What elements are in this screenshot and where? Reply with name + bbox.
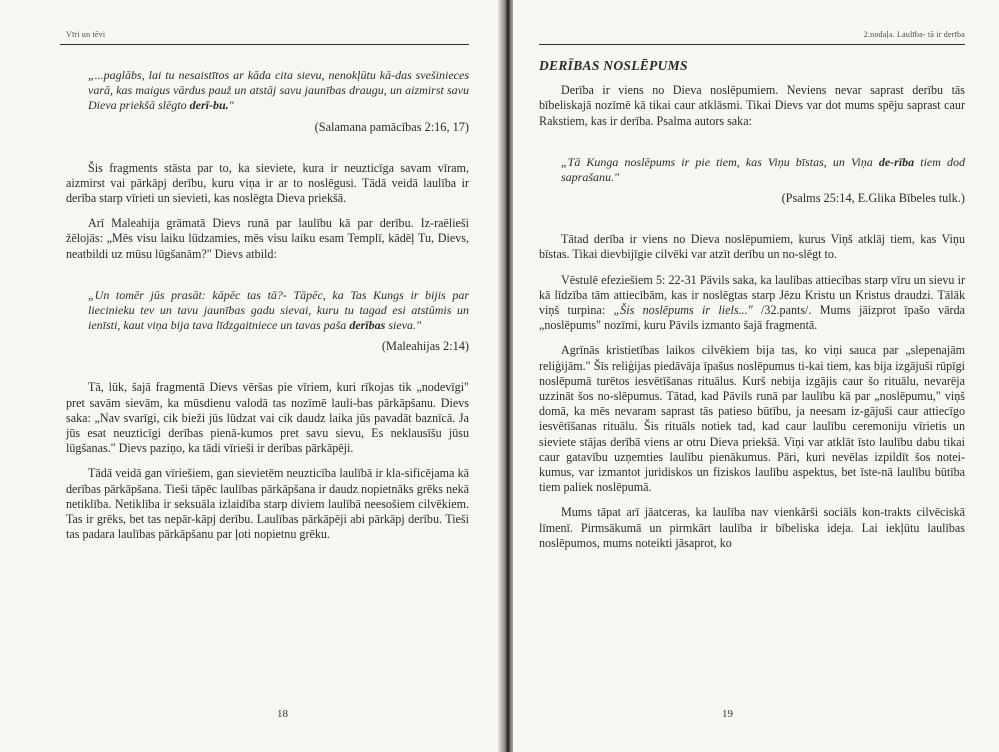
running-header: Vīri un tēvi <box>66 30 106 39</box>
quote-end: tiem dod saprašanu." <box>561 154 965 185</box>
section-title: DERĪBAS NOSLĒPUMS <box>539 58 688 73</box>
header-rule <box>539 44 965 45</box>
paragraph: Tādā veidā gan vīriešiem, gan sievietēm neuzticība laulībā ir kla-sificējama kā derības pārkāpšana. Tieši tāpēc laulības pārkāpšana ir daudz nopietnāks grēks nekā netiklība. Netiklība ir seksuāla izlaidība starp diviem laulībā neesošiem cilvēkiem. Tas ir grēks, bet tas nepār-kāpj derību. Laulības pārkāpēji abi pārkāpj derību. Tieši tas padara laulības pārkāpšanu par ļoti nopietnu grēku. <box>66 466 469 542</box>
left-content <box>66 60 469 542</box>
paragraph: Tātad derība ir viens no Dieva noslēpumiem, kurus Viņš atklāj tiem, kas Viņu bīstas. Tikai dievbijīgie cilvēki var atzīt derību un no-slēgt to. <box>539 232 965 262</box>
quote-bold-word: de-rība <box>878 154 915 169</box>
quote-bold-word: derī-bu. <box>189 98 229 113</box>
citation-proverbs: (Salamana pamācības 2:16, 17) <box>314 119 469 134</box>
quote-psalms <box>539 155 965 185</box>
right-content <box>539 58 965 551</box>
page-number: 19 <box>722 708 733 720</box>
quote-text: „...paglābs, lai tu nesaistītos ar kāda cita sievu, nenokļūtu kā-das svešinieces varā, kas maigus vārdus pauž un atstāj savu jaunības draugu, un aizmirst savu Dieva priekšā slēgto <box>88 68 469 113</box>
paragraph: Mums tāpat arī jāatceras, ka laulība nav vienkārši sociāls kon-trakts cilvēciskā līmenī. Pirmsākumā un pirmkārt laulība ir bībeliska ideja. Lai iekļūtu laulības noslēpumos, mums noteikti jāsaprot, ko <box>539 505 965 550</box>
quote-malachi <box>66 288 469 334</box>
paragraph <box>539 273 965 334</box>
paragraph: Agrīnās kristietības laikos cilvēkiem bija tas, ko viņi sauca par „slepenajām reliģijām." Šīs reliģijas piedāvāja īpašus noslēpumus ti-kai tiem, kas bija izgājuši rūpīgi noslēpumā turētos iesvētīšanas rituālus. Kurš nebija izgājis caur šo rituālu, nevarēja uzzināt šos no-slēpumus. Tātad, kad Pāvils runā par laulību kā par „noslēpumu," viņš domā, ka mēs nevaram saprast tās patieso būtību, ja neesam iz-gājuši caur attiecīgo iesvētīšanas rituālu. Šis rituāls notiek tad, kad caur laulību ceremoniju vīrietis un sieviete stājas derībā viens ar otru Dieva priekšā. Viņi var atklāt īsto laulību dabu tikai caur gatavību uzņemties laulību pienākumus. Pāri, kuri nevēlas izpildīt šos notei-kumus, var izmantot juridiskos un fiziskos laulību aspektus, bet īste-nā laulību būtība tiem paliek noslēpumā. <box>539 343 965 495</box>
paragraph-text: /32.pants/. Mums jāizprot īpašo vārda „noslēpums" nozīmi, kuru Pāvils izmanto šajā fragmentā. <box>539 303 965 333</box>
citation-psalms: (Psalms 25:14, E.Glika Bībeles tulk.) <box>781 191 965 206</box>
header-rule <box>60 44 469 45</box>
quote-end: " <box>228 98 234 113</box>
inline-quote: „Šis noslēpums ir liels..." <box>613 303 753 318</box>
paragraph-text: Vēstulē efeziešiem 5: 22-31 Pāvils saka, ka laulības attiecības starp vīru un sievu ir kā līdzība tām attiecībām, kas ir noslēgtas starp Jēzu Kristu un Kristus draudzi. Tālāk viņš turpina: <box>539 272 965 318</box>
right-page <box>513 0 999 752</box>
paragraph: Arī Maleahija grāmatā Dievs runā par laulību kā par derību. Iz-raēlieši žēlojās: „Mēs visu laiku lūdzamies, mēs visu laiku esam Templī, kādēļ Tu, Dievs, neatbildi uz mūsu lūgšanām?" Dievs atbild: <box>66 216 469 261</box>
quote-bold-word: derības <box>349 318 386 333</box>
page-number: 18 <box>277 708 288 720</box>
paragraph: Tā, lūk, šajā fragmentā Dievs vēršas pie vīriem, kuri rīkojas tik „nodevīgi" pret savām sievām, ka mūsdienu valodā tas nozīmē lauli-bas pārkāpšanu. Dievs saka: „Nav svarīgi, cik bieži jūs lūdzat vai cik daudz laika jūs pavadāt baznīcā. Ja jūs esat neuzticīgi derības pienā-kumos pret savu sievu, Es neklausīšu jūsu lūgšanas." Dievs paziņo, ka tādi vīrieši ir derības pārkāpēji. <box>66 380 469 456</box>
citation-malachi: (Maleahijas 2:14) <box>381 339 469 354</box>
running-header: 2.nodaļa. Laulība- tā ir derība <box>863 30 965 39</box>
quote-end: sieva." <box>385 318 422 333</box>
paragraph: Derība ir viens no Dieva noslēpumiem. Neviens nevar saprast derību tās bībeliskajā nozīmē kā tikai caur atklāsmi. Tikai Dievs var dot mums spēju saprast caur Rakstiem, kas ir derība. Psalma autors saka: <box>539 83 965 128</box>
quote-text: „Tā Kunga noslēpums ir pie tiem, kas Viņu bīstas, un Viņa <box>561 154 879 169</box>
quote-text: „Un tomēr jūs prasāt: kāpēc tas tā?- Tāpēc, ka Tas Kungs ir bijis par liecinieku tev un tavu jaunības gadu sievai, kuru tu tagad esi atstūmis un ienīsti, kaut viņa bija tava līdzgaitniece un tavas paša <box>88 287 469 333</box>
quote-proverbs <box>66 68 469 114</box>
paragraph: Šis fragments stāsta par to, ka sieviete, kura ir neuzticīga savam vīram, aizmirst vai pārkāpj derību, kuru viņa ir ar to noslēgusi. Tādā veidā laulība ir derība starp vīrieti un sievieti, kas noslēgta Dieva priekšā. <box>66 160 469 206</box>
